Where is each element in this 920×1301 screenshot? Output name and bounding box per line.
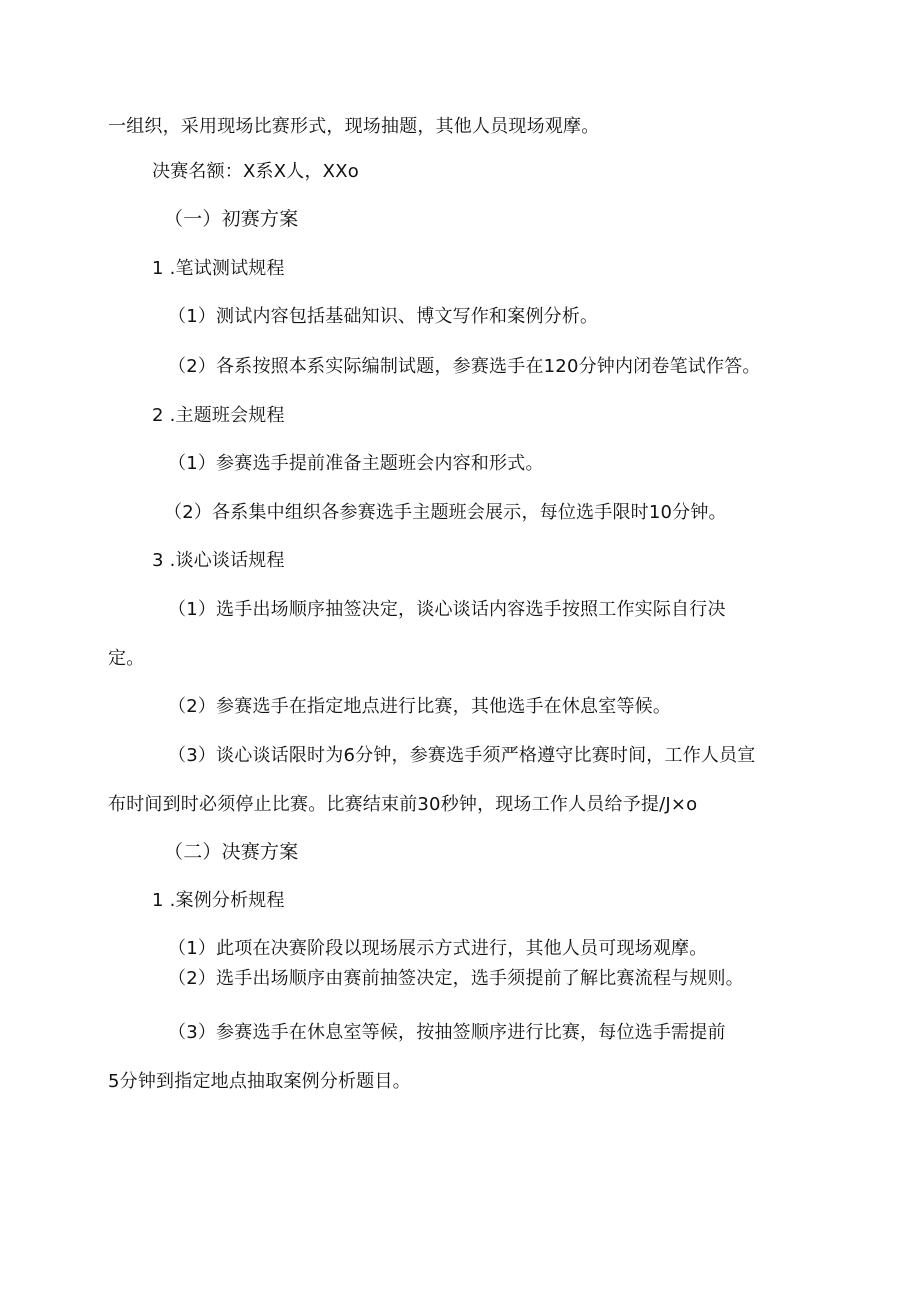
paragraph-line: （1）测试内容包括基础知识、博文写作和案例分析。	[168, 306, 599, 327]
subsection-heading: 1 .笔试测试规程	[152, 258, 285, 279]
paragraph-line: 定。	[108, 648, 145, 669]
paragraph-line: 5分钟到指定地点抽取案例分析题目。	[108, 1071, 411, 1092]
paragraph-line: （1）选手出场顺序抽签决定，谈心谈话内容选手按照工作实际自行决	[168, 599, 726, 620]
paragraph-line: （1）此项在决赛阶段以现场展示方式进行，其他人员可现场观摩。	[168, 938, 708, 959]
subsection-heading: 3 .谈心谈话规程	[152, 550, 285, 571]
paragraph-line: （2）选手出场顺序由赛前抽签决定，选手须提前了解比赛流程与规则。	[168, 968, 744, 989]
subsection-heading: 2 .主题班会规程	[152, 405, 285, 426]
paragraph-line: （2）各系按照本系实际编制试题，参赛选手在120分钟内闭卷笔试作答。	[168, 356, 761, 377]
paragraph-line: （2）各系集中组织各参赛选手主题班会展示，每位选手限时10分钟。	[164, 502, 727, 523]
paragraph-line: 决赛名额：X系X人，XXo	[152, 161, 359, 182]
section-heading: （二）决赛方案	[164, 841, 299, 863]
paragraph-line: （3）参赛选手在休息室等候，按抽签顺序进行比赛，每位选手需提前	[168, 1022, 726, 1043]
paragraph-line: （2）参赛选手在指定地点进行比赛，其他选手在休息室等候。	[168, 696, 672, 717]
subsection-heading: 1 .案例分析规程	[152, 890, 285, 911]
paragraph-line: （1）参赛选手提前准备主题班会内容和形式。	[168, 453, 544, 474]
section-heading: （一）初赛方案	[164, 208, 299, 230]
paragraph-line: 一组织，采用现场比赛形式，现场抽题，其他人员现场观摩。	[108, 116, 600, 137]
paragraph-line: （3）谈心谈话限时为6分钟，参赛选手须严格遵守比赛时间，工作人员宣	[168, 745, 756, 766]
paragraph-line: 布时间到时必须停止比赛。比赛结束前30秒钟，现场工作人员给予提/J×o	[108, 794, 698, 815]
